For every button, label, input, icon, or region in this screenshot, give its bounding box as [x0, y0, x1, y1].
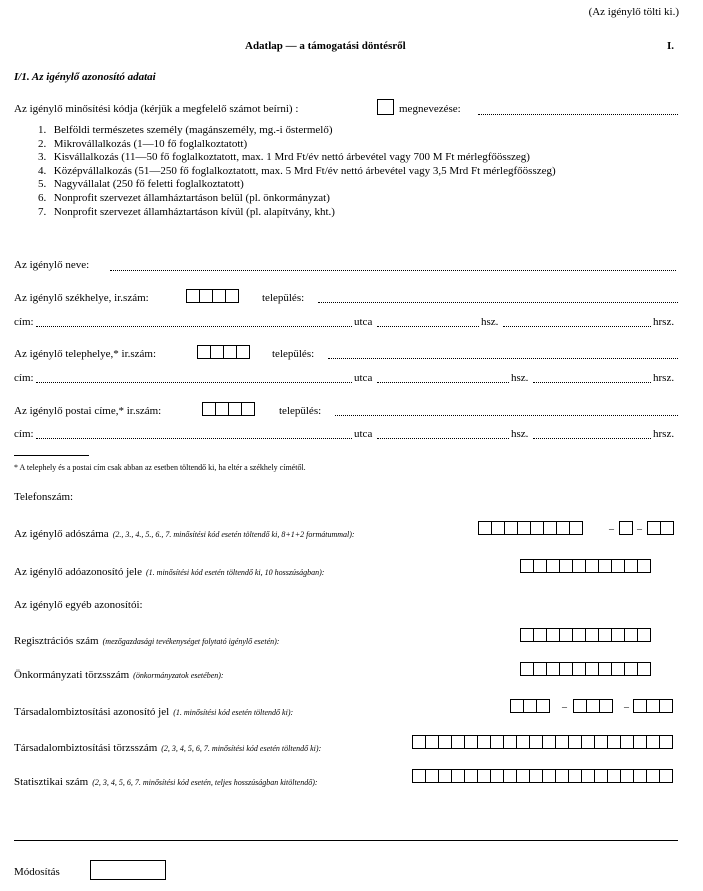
bottom-rule — [14, 840, 678, 841]
social-security-boxes-3[interactable] — [633, 699, 673, 713]
digit-box[interactable] — [425, 769, 439, 783]
digit-box[interactable] — [633, 769, 647, 783]
registration-boxes[interactable] — [520, 628, 651, 642]
digit-box[interactable] — [607, 735, 621, 749]
digit-box[interactable] — [490, 769, 504, 783]
qualifier-name-label: megnevezése: — [399, 103, 461, 115]
site-hrsz-label: hrsz. — [653, 372, 675, 384]
digit-box[interactable] — [425, 735, 439, 749]
digit-box[interactable] — [542, 735, 556, 749]
social-registry-boxes[interactable] — [412, 735, 673, 749]
digit-box[interactable] — [543, 521, 557, 535]
qualifier-type-item: 2. Mikrovállalkozás (1—10 fő foglalkoztatott) — [38, 137, 248, 150]
seat-street-field[interactable] — [36, 326, 352, 327]
digit-box[interactable] — [559, 662, 573, 676]
digit-box[interactable] — [529, 769, 543, 783]
social-security-hint: (1. minősítési kód esetén töltendő ki): — [173, 708, 294, 717]
site-label: Az igénylő telephelye,* ir.szám: — [14, 348, 157, 360]
digit-box[interactable] — [573, 699, 587, 713]
postal-label: Az igénylő postai címe,* ir.szám: — [14, 405, 162, 417]
digit-box[interactable] — [228, 402, 242, 416]
postal-utca-label: utca — [354, 428, 373, 440]
digit-box[interactable] — [594, 735, 608, 749]
qualifier-type-item: 1. Belföldi természetes személy (magánszemély, mg.-i őstermelő) — [38, 124, 333, 136]
social-registry-label: Társadalombiztosítási törzsszám — [14, 742, 158, 754]
digit-box[interactable] — [646, 735, 660, 749]
tax-number-hint: (2., 3., 4., 5., 6., 7. minősítési kód esetén töltendő ki, 8+1+2 formátummal): — [112, 530, 355, 539]
digit-box[interactable] — [477, 769, 491, 783]
postal-settlement-field[interactable] — [335, 415, 678, 416]
tax-number-county-boxes[interactable] — [647, 521, 674, 535]
digit-box[interactable] — [510, 699, 524, 713]
phone-label: Telefonszám: — [14, 491, 74, 503]
digit-box[interactable] — [572, 662, 586, 676]
tax-number-vat-box[interactable] — [619, 521, 633, 535]
site-lot-field[interactable] — [533, 382, 651, 383]
seat-hrsz-label: hrsz. — [653, 316, 675, 328]
postal-number-field[interactable] — [377, 438, 509, 439]
digit-box[interactable] — [585, 628, 599, 642]
site-settlement-field[interactable] — [328, 358, 678, 359]
social-security-sep-2: – — [624, 702, 629, 713]
digit-box[interactable] — [586, 699, 600, 713]
digit-box[interactable] — [210, 345, 224, 359]
qualifier-type-item: 3. Kisvállalkozás (11—50 fő foglalkoztatott, max. 1 Mrd Ft/év nettó árbevétel vagy 700 M Ft mérlegfőösszeg) — [38, 151, 530, 164]
digit-box[interactable] — [585, 662, 599, 676]
digit-box[interactable] — [536, 699, 550, 713]
digit-box[interactable] — [633, 699, 647, 713]
tax-number-label: Az igénylő adószáma — [14, 528, 109, 540]
digit-box[interactable] — [503, 735, 517, 749]
site-cim-label: cím: — [14, 372, 34, 384]
digit-box[interactable] — [581, 735, 595, 749]
digit-box[interactable] — [646, 699, 660, 713]
footnote: * A telephely és a postai cím csak abban az esetben töltendő ki, ha eltér a székhely címétől. — [14, 463, 306, 472]
digit-box[interactable] — [611, 559, 625, 573]
municipal-label: Önkormányzati törzsszám — [14, 669, 130, 681]
social-security-boxes-1[interactable] — [510, 699, 550, 713]
statistical-row — [14, 772, 318, 790]
postal-hrsz-label: hrsz. — [653, 428, 675, 440]
digit-box[interactable] — [412, 769, 426, 783]
social-security-label: Társadalombiztosítási azonosító jel — [14, 706, 170, 718]
social-registry-hint: (2, 3, 4, 5, 6, 7. minősítési kód esetén töltendő ki): — [161, 744, 322, 753]
digit-box[interactable] — [412, 735, 426, 749]
digit-box[interactable] — [637, 662, 651, 676]
digit-box[interactable] — [633, 735, 647, 749]
digit-box[interactable] — [477, 735, 491, 749]
tax-number-row — [14, 524, 355, 542]
digit-box[interactable] — [556, 521, 570, 535]
postal-zip-boxes[interactable] — [202, 402, 255, 416]
digit-box[interactable] — [186, 289, 200, 303]
digit-box[interactable] — [611, 662, 625, 676]
digit-box[interactable] — [533, 559, 547, 573]
digit-box[interactable] — [490, 735, 504, 749]
digit-box[interactable] — [646, 769, 660, 783]
site-street-field[interactable] — [36, 382, 352, 383]
qualifier-type-item: 6. Nonprofit szervezet államháztartáson belül (pl. önkormányzat) — [38, 191, 330, 204]
site-zip-boxes[interactable] — [197, 345, 250, 359]
other-ids-label: Az igénylő egyéb azonosítói: — [14, 599, 143, 611]
registration-row — [14, 631, 279, 649]
digit-box[interactable] — [555, 769, 569, 783]
digit-box[interactable] — [569, 521, 583, 535]
social-registry-row — [14, 738, 321, 756]
digit-box[interactable] — [491, 521, 505, 535]
digit-box[interactable] — [199, 289, 213, 303]
digit-box[interactable] — [598, 662, 612, 676]
digit-box[interactable] — [523, 699, 537, 713]
social-security-sep-1: – — [562, 702, 567, 713]
digit-box[interactable] — [223, 345, 237, 359]
digit-box[interactable] — [594, 769, 608, 783]
qualifier-code-box[interactable] — [377, 99, 394, 115]
digit-box[interactable] — [572, 628, 586, 642]
social-security-boxes-2[interactable] — [573, 699, 613, 713]
digit-box[interactable] — [607, 769, 621, 783]
digit-box[interactable] — [555, 735, 569, 749]
postal-hsz-label: hsz. — [511, 428, 529, 440]
section-title: I/1. Az igénylő azonosító adatai — [14, 71, 156, 83]
tax-id-boxes[interactable] — [520, 559, 651, 573]
seat-number-field[interactable] — [377, 326, 479, 327]
statistical-hint: (2, 3, 4, 5, 6, 7. minősítési kód esetén, teljes hosszúságban kitöltendő): — [92, 778, 318, 787]
site-number-field[interactable] — [377, 382, 509, 383]
registration-label: Regisztrációs szám — [14, 635, 99, 647]
fill-note: (Az igénylő tölti ki.) — [588, 6, 679, 18]
digit-box[interactable] — [637, 628, 651, 642]
seat-lot-field[interactable] — [503, 326, 651, 327]
qualifier-name-field[interactable] — [478, 114, 678, 115]
qualifier-type-list — [38, 124, 556, 219]
digit-box[interactable] — [530, 521, 544, 535]
digit-box[interactable] — [215, 402, 229, 416]
qualifier-code-label: Az igénylő minősítési kódja (kérjük a megfelelő számot beírni) : — [14, 103, 299, 115]
digit-box[interactable] — [202, 402, 216, 416]
digit-box[interactable] — [464, 735, 478, 749]
digit-box[interactable] — [212, 289, 226, 303]
modification-box[interactable] — [90, 860, 166, 880]
postal-settlement-label: település: — [279, 405, 322, 417]
digit-box[interactable] — [620, 769, 634, 783]
digit-box[interactable] — [598, 628, 612, 642]
digit-box[interactable] — [599, 699, 613, 713]
digit-box[interactable] — [533, 662, 547, 676]
digit-box[interactable] — [659, 735, 673, 749]
digit-box[interactable] — [568, 769, 582, 783]
postal-street-field[interactable] — [36, 438, 352, 439]
digit-box[interactable] — [542, 769, 556, 783]
digit-box[interactable] — [516, 735, 530, 749]
municipal-row — [14, 665, 224, 683]
digit-box[interactable] — [504, 521, 518, 535]
digit-box[interactable] — [520, 559, 534, 573]
applicant-name-label: Az igénylő neve: — [14, 259, 90, 271]
seat-zip-boxes[interactable] — [186, 289, 239, 303]
digit-box[interactable] — [598, 559, 612, 573]
digit-box[interactable] — [637, 559, 651, 573]
municipal-hint: (önkormányzatok esetében): — [133, 671, 224, 680]
seat-utca-label: utca — [354, 316, 373, 328]
digit-box[interactable] — [197, 345, 211, 359]
digit-box[interactable] — [517, 521, 531, 535]
digit-box[interactable] — [619, 521, 633, 535]
digit-box[interactable] — [451, 769, 465, 783]
qualifier-type-item: 4. Középvállalkozás (51—250 fő foglalkoztatott, max. 5 Mrd Ft/év nettó árbevétel vagy 3,5 Mrd Ft mérlegfőösszeg) — [38, 164, 556, 177]
seat-cim-label: cím: — [14, 316, 34, 328]
page-title: Adatlap — a támogatási döntésről — [245, 40, 406, 52]
site-settlement-label: település: — [272, 348, 315, 360]
digit-box[interactable] — [520, 662, 534, 676]
digit-box[interactable] — [464, 769, 478, 783]
tax-number-sep-1: – — [609, 524, 614, 535]
digit-box[interactable] — [585, 559, 599, 573]
section-number: I. — [667, 40, 675, 52]
digit-box[interactable] — [516, 769, 530, 783]
digit-box[interactable] — [624, 662, 638, 676]
digit-box[interactable] — [520, 628, 534, 642]
digit-box[interactable] — [546, 662, 560, 676]
digit-box[interactable] — [559, 559, 573, 573]
seat-label: Az igénylő székhelye, ir.szám: — [14, 292, 149, 304]
site-utca-label: utca — [354, 372, 373, 384]
statistical-label: Statisztikai szám — [14, 776, 89, 788]
qualifier-type-item: 7. Nonprofit szervezet államháztartáson kívül (pl. alapítvány, kht.) — [38, 205, 335, 218]
tax-number-main-boxes[interactable] — [478, 521, 583, 535]
municipal-boxes[interactable] — [520, 662, 651, 676]
digit-box[interactable] — [451, 735, 465, 749]
modification-label: Módosítás — [14, 866, 60, 878]
seat-settlement-field[interactable] — [318, 302, 678, 303]
site-hsz-label: hsz. — [511, 372, 529, 384]
qualifier-type-item: 5. Nagyvállalat (250 fő feletti foglalkoztatott) — [38, 178, 244, 191]
tax-id-hint: (1. minősítési kód esetén töltendő ki, 10 hosszúságban): — [146, 568, 325, 577]
digit-box[interactable] — [624, 559, 638, 573]
digit-box[interactable] — [529, 735, 543, 749]
digit-box[interactable] — [611, 628, 625, 642]
digit-box[interactable] — [568, 735, 582, 749]
applicant-name-field[interactable] — [110, 270, 676, 271]
seat-settlement-label: település: — [262, 292, 305, 304]
digit-box[interactable] — [660, 521, 674, 535]
digit-box[interactable] — [546, 559, 560, 573]
digit-box[interactable] — [647, 521, 661, 535]
seat-hsz-label: hsz. — [481, 316, 499, 328]
social-security-row — [14, 702, 293, 720]
tax-id-label: Az igénylő adóazonosító jele — [14, 566, 142, 578]
registration-hint: (mezőgazdasági tevékenységet folytató igénylő esetén): — [102, 637, 280, 646]
digit-box[interactable] — [659, 769, 673, 783]
digit-box[interactable] — [241, 402, 255, 416]
digit-box[interactable] — [236, 345, 250, 359]
digit-box[interactable] — [559, 628, 573, 642]
statistical-boxes[interactable] — [412, 769, 673, 783]
digit-box[interactable] — [438, 769, 452, 783]
digit-box[interactable] — [624, 628, 638, 642]
digit-box[interactable] — [503, 769, 517, 783]
digit-box[interactable] — [659, 699, 673, 713]
digit-box[interactable] — [438, 735, 452, 749]
digit-box[interactable] — [620, 735, 634, 749]
postal-lot-field[interactable] — [533, 438, 651, 439]
digit-box[interactable] — [546, 628, 560, 642]
digit-box[interactable] — [478, 521, 492, 535]
tax-id-row — [14, 562, 324, 580]
tax-number-sep-2: – — [637, 524, 642, 535]
postal-cim-label: cím: — [14, 428, 34, 440]
digit-box[interactable] — [572, 559, 586, 573]
digit-box[interactable] — [581, 769, 595, 783]
digit-box[interactable] — [225, 289, 239, 303]
digit-box[interactable] — [533, 628, 547, 642]
footnote-rule — [14, 455, 89, 456]
